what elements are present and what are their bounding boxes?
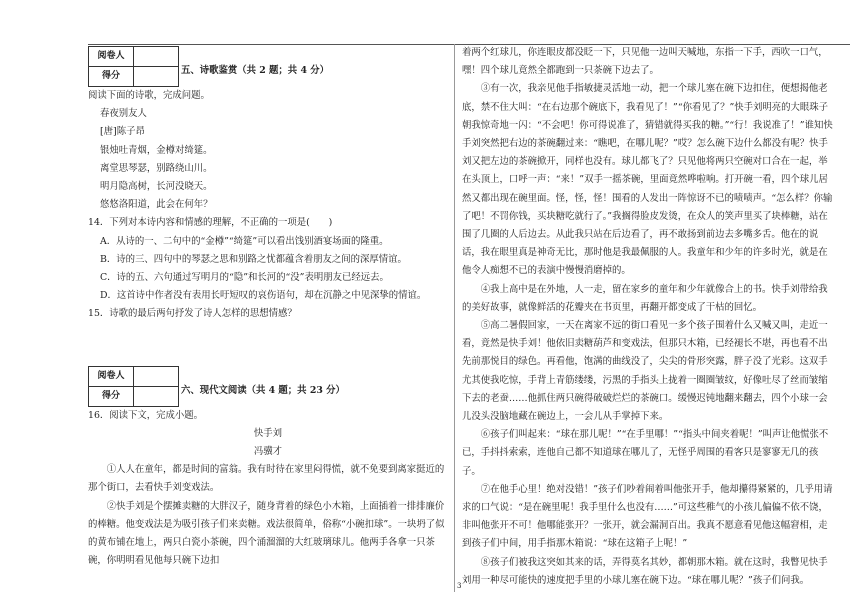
score-label: 得分: [89, 67, 134, 87]
reviewer-label: 阅卷人: [89, 47, 134, 67]
score-box: [88, 46, 179, 87]
story-title: 快手刘: [253, 427, 283, 439]
reviewer-cell[interactable]: [134, 47, 179, 67]
section6-title: 六、现代文阅读（共 4 题；共 23 分）: [181, 385, 345, 397]
right-column: [462, 44, 834, 590]
story-author: 冯骥才: [253, 446, 283, 458]
story-paragraph: ④我上高中是在外地，人一走，留在家乡的童年和少年就像合上的书。快手刘带给我的美好故事，就像鲜活的花瓣夹在书页里，再翻开都变成了干枯的回忆。: [462, 283, 828, 313]
story-paragraph: ①人人在童年，都是时间的富翁。我有时待在家里闷得慌，就不免要到离家挺近的那个街口，去看快手刘变戏法。: [88, 464, 445, 494]
story-paragraph: ②快手刘是个摆摊卖糖的大胖汉子，随身背着的绿色小木箱，上面插着一排排廉价的棒糖。他变戏法是为吸引孩子们来卖糖。戏法很简单，俗称“小碗扣球”。一块坍了似的黄布铺在地上，两只白瓷小茶碗，四个涌溜溜的大红玻璃球儿。他两手各拿一只茶碗，你明明看见他每只碗下边扣: [88, 500, 445, 567]
q14-option-d: D．这首诗中作者没有表用长吁短叹的哀伤语句，却在沉静之中见深挚的情谊。: [100, 290, 427, 302]
reviewer-cell[interactable]: [134, 366, 179, 386]
section5-title: 五、诗歌鉴赏（共 2 题；共 4 分）: [181, 65, 329, 77]
poem-title: 春夜别友人: [100, 108, 147, 120]
poem-line: 银烛吐青烟，金樽对绮筵。: [100, 144, 213, 156]
section5-instruction: 阅读下面的诗歌，完成问题。: [88, 90, 210, 101]
section6-header: [88, 366, 448, 407]
story-paragraph: ⑦在他手心里！绝对没错！”孩子们吵着闹着叫他张开手，他却攥得紧紧的，几乎用请求的口气说：“是在碗里呢！我手里什么也没有……”可这些稚气的小孩儿偏偏不依不饶，非叫他张开不可！他哪能张开？一张开，就会漏洞百出。我真不愿意看见他这幅窘相，走到孩子们中间，用手指那木箱说：“球在这箱子上呢！”: [462, 483, 833, 550]
section5-header: [88, 46, 448, 87]
question-15: 15．诗歌的最后两句抒发了诗人怎样的思想情感？: [88, 308, 297, 320]
score-label: 得分: [89, 386, 134, 406]
question-16: 16．阅读下文，完成小题。: [88, 409, 204, 421]
story-paragraph: 着两个红球儿，你连眼皮都没眨一下，只见他一边叫天喊地，东指一下手，西吹一口气，嘿！四个球儿竟然全都跑到一只茶碗下边去了。: [462, 47, 828, 77]
story-paragraph: ⑧孩子们被我这突如其来的话，弄得莫名其妙，都朝那木箱。就在这时，我瞥见快手刘用一种尽可能快的速度把手里的小球儿塞在碗下边。“球在哪儿呢？”孩子们问我。: [462, 556, 828, 586]
q14-option-a: A．从诗的一、二句中的“金樽”“绮筵”可以看出饯别酒宴场面的隆重。: [100, 235, 389, 247]
left-column: [88, 44, 448, 570]
page-number: 3: [457, 582, 462, 590]
poem-line: 离堂思琴瑟，别路绕山川。: [100, 162, 213, 174]
poem-line: 悠悠洛阳道，此会在何年？: [100, 199, 213, 211]
story-paragraph: ⑤高二暑假回家，一天在离家不远的街口看见一多个孩子围着什么又喊又叫，走近一看，竟然是快手刘！他依旧卖糖葫芦和变戏法，但那只木箱，已经褪长不堪，再也看不出先前那悦目的绿色。再看他，饱满的曲线没了，尖尖的骨形突露，胖子没了光彩。这双手尤其使我吃惊，手背上青筋缕缕，污黑的手指头上拢着一圈圈皱纹，好像吐尽了丝而皱缩下去的老蚕……他抓住两只碗得破破烂烂的茶碗口。缓慢迟钝地翻来翻去，四个小球一会儿没头没脑地藏在碗边上，一会儿从手掌掉下来。: [462, 320, 828, 423]
poem-line: 明月隐高树，长河没晓天。: [100, 181, 213, 193]
story-paragraph: ③有一次，我亲见他手指敏捷灵活地一动，把一个球儿塞在碗下边扣住，便想揭他老底，禁不住大叫：“在右边那个碗底下，我看见了！”“你看见了？”快手刘明亮的大眼珠子朝我惊奇地一闪：“不会吧！你可得说准了，猜错就得买我的糖。”“行！我说准了！”谁知快手刘突然把右边的茶碗翻过来：“瞧吧，在哪儿呢？”哎？怎么碗下边什么都没有呢？快手刘又把左边的茶碗掀开，同样也没有。球儿都飞了？只见他将两只空碗对口合在一起，举在头顶上，口呼一声：“来！”双手一摇茶碗，里面竟然哗啦响。打开碗一看，四个球儿居然又都出现在碗里面。怪，怪，怪！围看的人发出一阵惊讶不已的啧啧声。“怎么样？你输了吧！不罚你钱，买块糖吃就行了。”我搁得脸皮发烫，在众人的笑声里买了块棒糖，站在围了几圈的人后边去。从此我只站在后边看了，再不敢扬到前边去多嘴多舌。他在的说话，我在眼里真是神奇无比，那时他是我最佩服的人。我童年和少年的许多时光，就是在他令人痴想不已的表演中慢慢消磨掉的。: [462, 83, 833, 277]
score-cell[interactable]: [134, 67, 179, 87]
question-14: 14．下列对本诗内容和情感的理解，不正确的一项是( ): [88, 217, 333, 229]
column-divider: [454, 44, 455, 592]
poem-author: [唐]陈子昂: [100, 126, 145, 138]
score-box: [88, 366, 179, 407]
q14-option-b: B．诗的三、四句中的琴瑟之思和别路之忧都蕴含着朋友之间的深厚情谊。: [100, 253, 407, 265]
reviewer-label: 阅卷人: [89, 366, 134, 386]
story-paragraph: ⑥孩子们叫起来：“球在那儿呢！”“在手里哪！”“指头中间夹着呢！”叫声让他慌张不已，手抖抖索索，连他自己都不知道球在哪儿了，无怪乎周围的看客只是寥寥无几的孩子。: [462, 429, 829, 477]
q14-option-c: C．诗的五、六句通过写明月的“隐”和长河的“没”表明朋友已经远去。: [100, 272, 389, 284]
score-cell[interactable]: [134, 386, 179, 406]
